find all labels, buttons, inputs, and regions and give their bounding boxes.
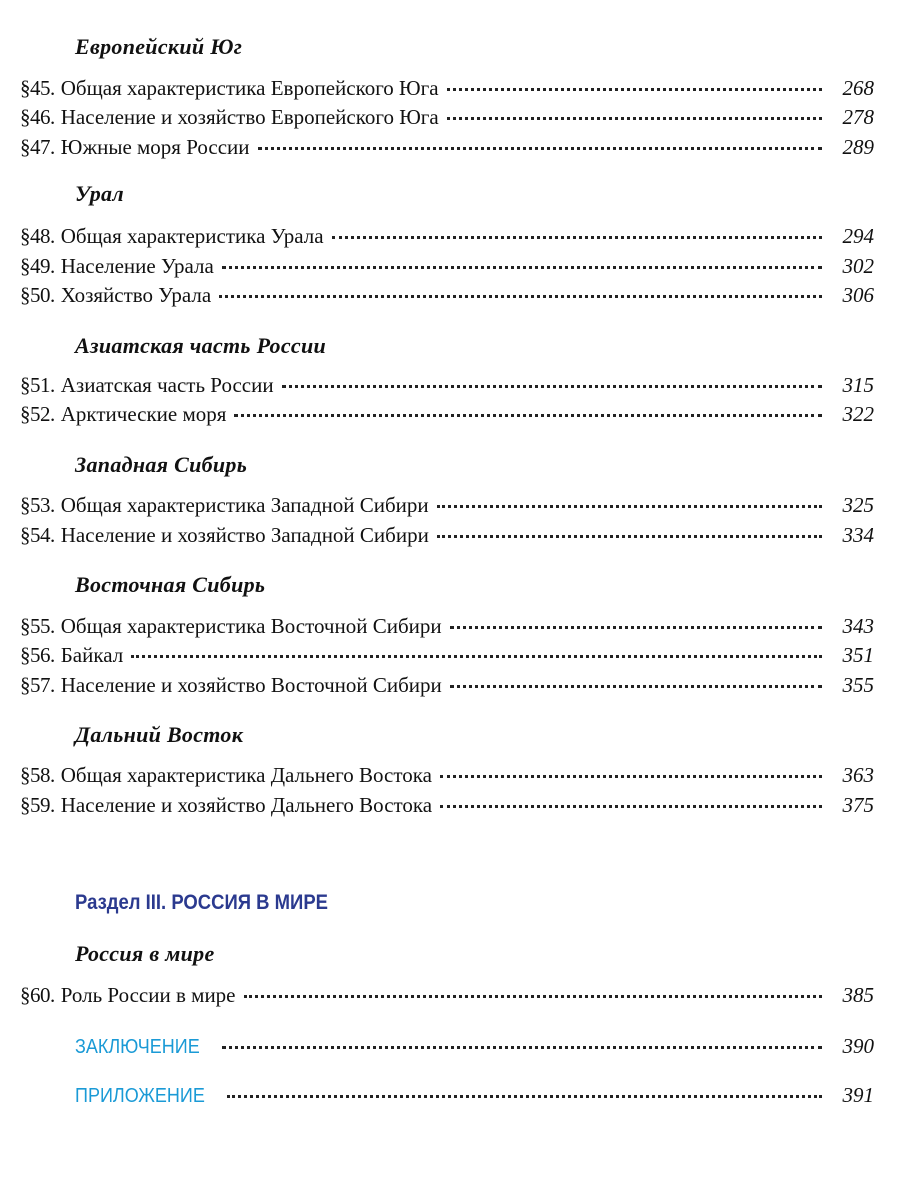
- entry-page: 343: [842, 614, 874, 638]
- entry-page: 355: [842, 673, 874, 697]
- entry-title: Общая характеристика Европейского Юга: [60, 76, 439, 100]
- dot-leader: [234, 414, 822, 417]
- toc-entry-appendix[interactable]: [20, 1083, 874, 1111]
- entry-title: Население Урала: [60, 254, 214, 278]
- entry-page: 363: [842, 763, 874, 787]
- entry-page: 325: [842, 493, 874, 517]
- toc-entry[interactable]: [20, 614, 874, 642]
- entry-page: 334: [842, 523, 874, 547]
- entry-number: §55.: [20, 614, 55, 638]
- group-heading: Дальний Восток: [75, 722, 244, 747]
- toc-entry[interactable]: [20, 224, 874, 252]
- entry-title: Общая характеристика Урала: [60, 224, 324, 248]
- dot-leader: [219, 295, 822, 298]
- toc-entry[interactable]: [20, 983, 874, 1011]
- section-title: Раздел III. РОССИЯ В МИРЕ: [75, 891, 328, 914]
- entry-title: Хозяйство Урала: [60, 283, 212, 307]
- entry-title: Арктические моря: [60, 402, 227, 426]
- entry-number: §54.: [20, 523, 55, 547]
- dot-leader: [222, 266, 822, 269]
- dot-leader: [244, 995, 823, 998]
- entry-number: §48.: [20, 224, 55, 248]
- dot-leader: [447, 88, 822, 91]
- toc-entry[interactable]: [20, 673, 874, 701]
- entry-number: §51.: [20, 373, 55, 397]
- toc-entry[interactable]: [20, 283, 874, 311]
- entry-number: §57.: [20, 673, 55, 697]
- entry-title: Общая характеристика Западной Сибири: [60, 493, 429, 517]
- toc-entry[interactable]: [20, 793, 874, 821]
- group-heading: Европейский Юг: [75, 34, 243, 59]
- dot-leader: [332, 236, 822, 239]
- appendix-title: ПРИЛОЖЕНИЕ: [75, 1085, 205, 1107]
- entry-page: 315: [842, 373, 874, 397]
- group-heading: Россия в мире: [75, 941, 215, 966]
- dot-leader: [437, 505, 822, 508]
- conclusion-title: ЗАКЛЮЧЕНИЕ: [75, 1036, 200, 1058]
- group-heading: Восточная Сибирь: [75, 572, 266, 597]
- entry-number: §47.: [20, 135, 55, 159]
- entry-title: Население и хозяйство Европейского Юга: [60, 105, 439, 129]
- entry-number: §52.: [20, 402, 55, 426]
- toc-entry[interactable]: [20, 523, 874, 551]
- toc-entry[interactable]: [20, 135, 874, 163]
- group-heading: Урал: [75, 181, 124, 206]
- entry-number: §46.: [20, 105, 55, 129]
- dot-leader: [440, 805, 822, 808]
- entry-page: 390: [842, 1034, 874, 1058]
- entry-number: §45.: [20, 76, 55, 100]
- entry-page: 302: [842, 254, 874, 278]
- dot-leader: [450, 626, 822, 629]
- dot-leader: [227, 1095, 822, 1098]
- toc-entry[interactable]: [20, 105, 874, 133]
- entry-page: 375: [842, 793, 874, 817]
- toc-entry[interactable]: [20, 373, 874, 401]
- entry-page: 294: [842, 224, 874, 248]
- toc-entry[interactable]: [20, 76, 874, 104]
- dot-leader: [447, 117, 822, 120]
- toc-entry-conclusion[interactable]: [20, 1034, 874, 1062]
- entry-page: 306: [842, 283, 874, 307]
- entry-title: Роль России в мире: [60, 983, 236, 1007]
- dot-leader: [222, 1046, 822, 1049]
- entry-page: 322: [842, 402, 874, 426]
- dot-leader: [282, 385, 822, 388]
- entry-page: 391: [842, 1083, 874, 1107]
- dot-leader: [258, 147, 822, 150]
- dot-leader: [440, 775, 822, 778]
- toc-entry[interactable]: [20, 763, 874, 791]
- toc-entry[interactable]: [20, 254, 874, 282]
- entry-number: §60.: [20, 983, 55, 1007]
- entry-title: Население и хозяйство Дальнего Востока: [60, 793, 433, 817]
- entry-title: Общая характеристика Дальнего Востока: [60, 763, 432, 787]
- dot-leader: [131, 655, 822, 658]
- dot-leader: [450, 685, 822, 688]
- entry-page: 268: [842, 76, 874, 100]
- entry-title: Южные моря России: [60, 135, 250, 159]
- entry-number: §50.: [20, 283, 55, 307]
- group-heading: Азиатская часть России: [75, 333, 327, 358]
- entry-number: §56.: [20, 643, 55, 667]
- entry-title: Азиатская часть России: [60, 373, 274, 397]
- entry-page: 289: [842, 135, 874, 159]
- entry-number: §59.: [20, 793, 55, 817]
- entry-title: Байкал: [60, 643, 124, 667]
- entry-number: §49.: [20, 254, 55, 278]
- toc-entry[interactable]: [20, 493, 874, 521]
- entry-page: 278: [842, 105, 874, 129]
- dot-leader: [437, 535, 822, 538]
- entry-number: §53.: [20, 493, 55, 517]
- group-heading: Западная Сибирь: [75, 452, 248, 477]
- entry-number: §58.: [20, 763, 55, 787]
- entry-title: Население и хозяйство Восточной Сибири: [60, 673, 442, 697]
- entry-title: Общая характеристика Восточной Сибири: [60, 614, 442, 638]
- entry-page: 351: [842, 643, 874, 667]
- toc-entry[interactable]: [20, 402, 874, 430]
- entry-title: Население и хозяйство Западной Сибири: [60, 523, 429, 547]
- toc-entry[interactable]: [20, 643, 874, 671]
- entry-page: 385: [842, 983, 874, 1007]
